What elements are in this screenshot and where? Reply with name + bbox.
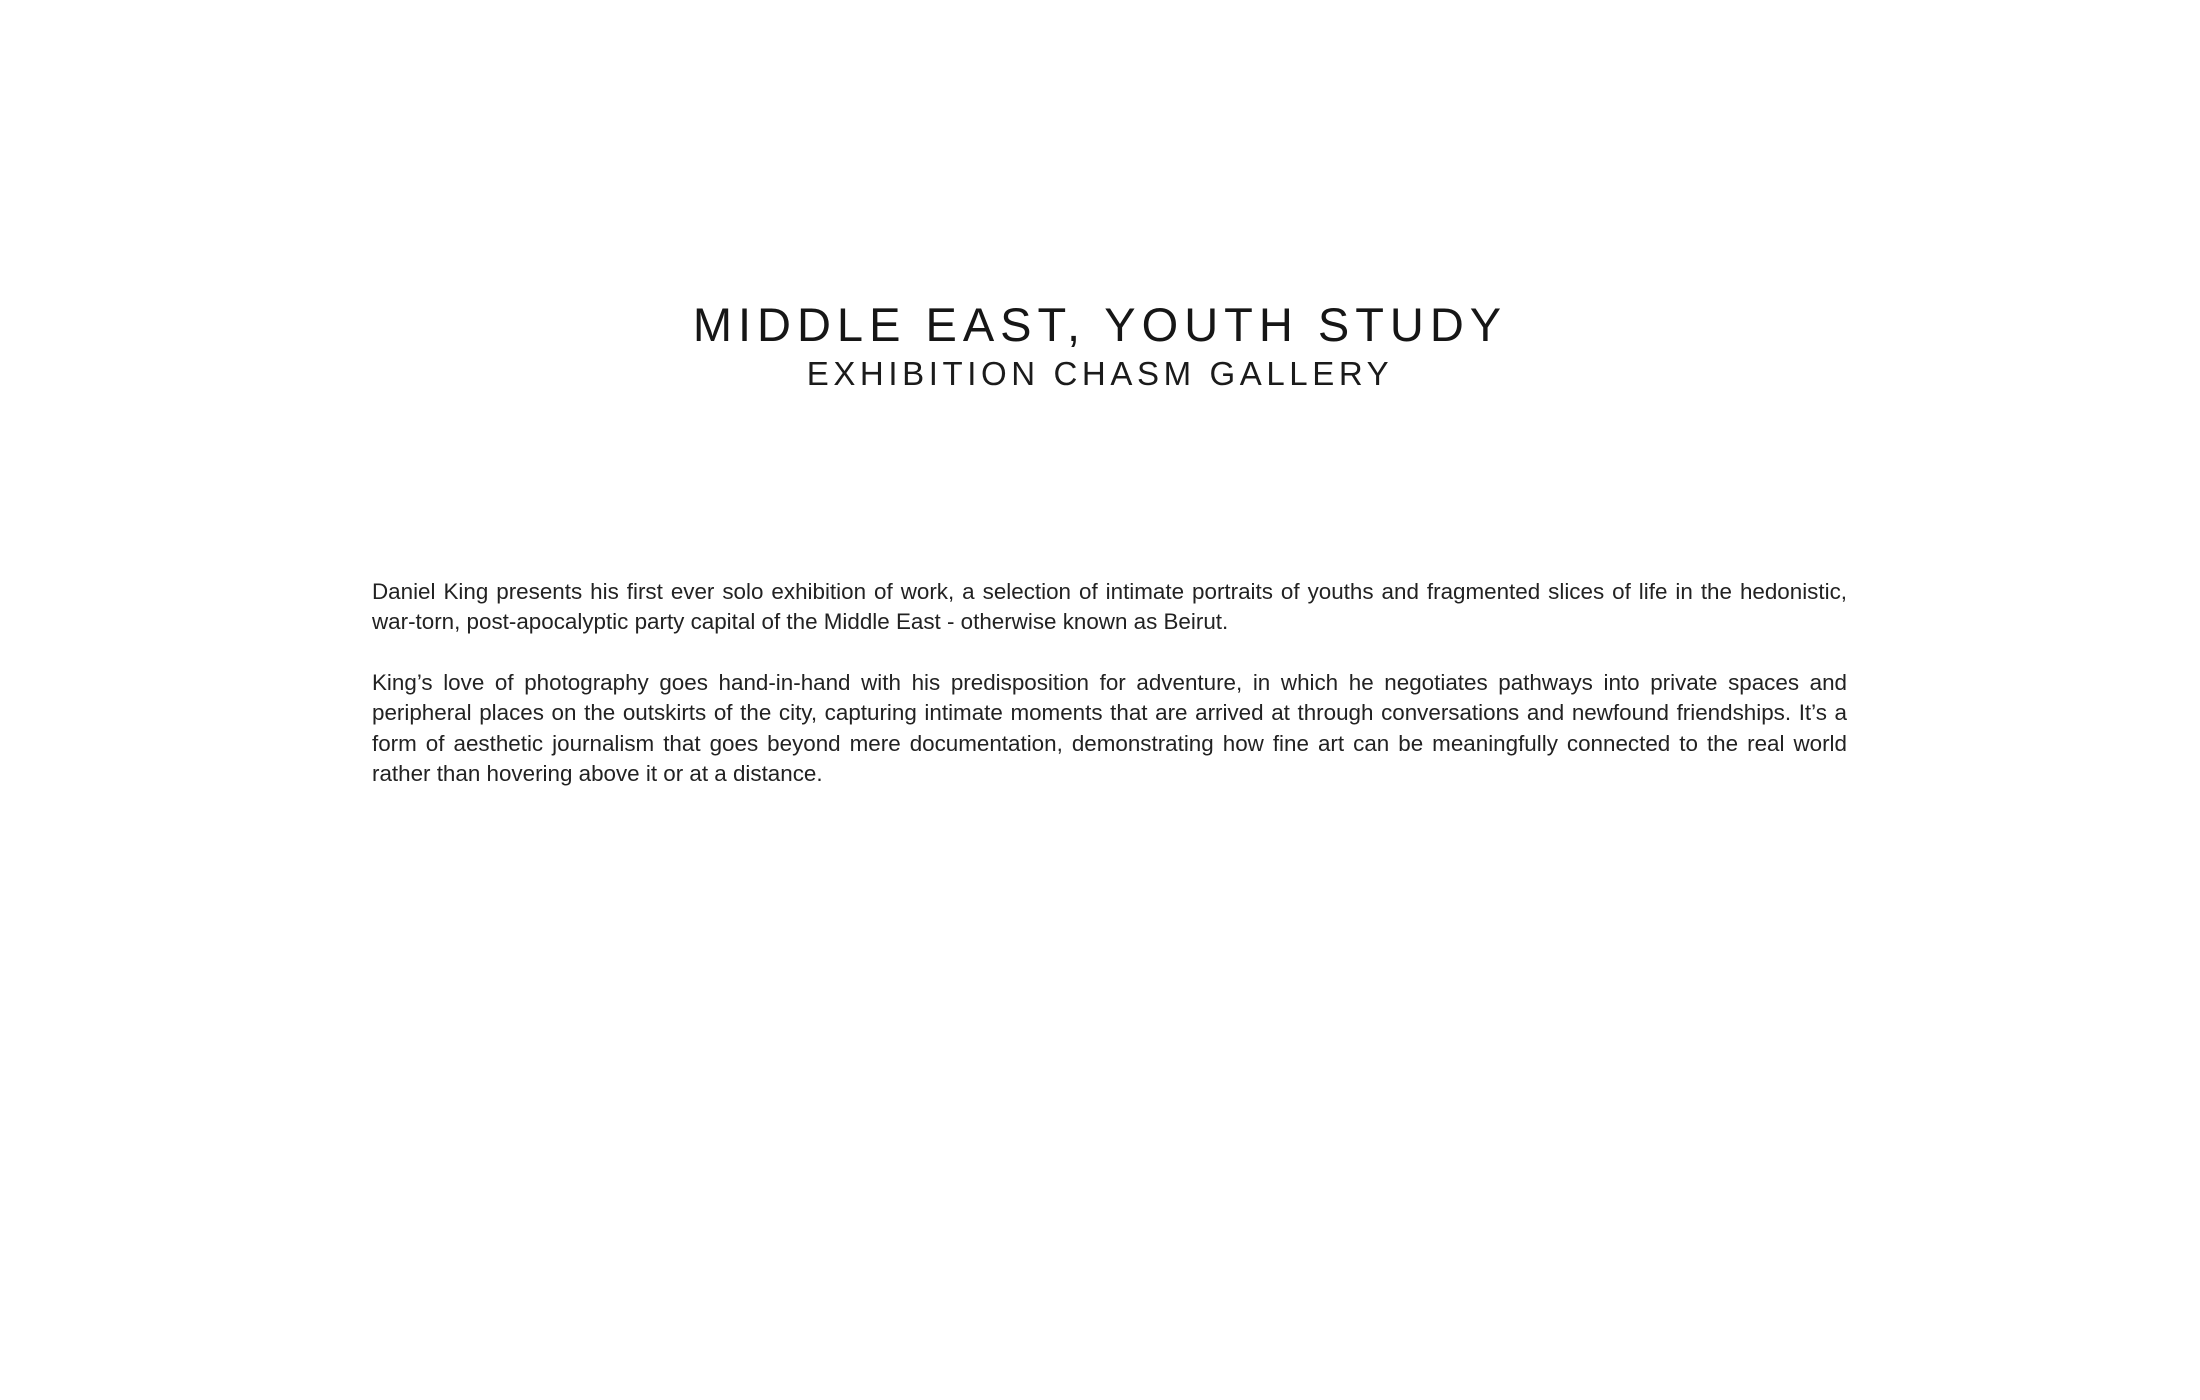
exhibition-header (0, 296, 2200, 394)
description-paragraph-1: Daniel King presents his first ever solo exhibition of work, a selection of intimate portraits of youths and fragmented slices of life in the hedonistic, war-torn, post-apocalyptic party capital of the Middle East - otherwise known as Beirut. (372, 579, 1847, 635)
exhibition-description (372, 577, 1847, 789)
description-paragraph-2: King’s love of photography goes hand-in-hand with his predisposition for adventure, in which he negotiates pathways into private spaces and peripheral places on the outskirts of the city, capturing intimate moments that are arrived at through conversations and newfound friendships. It’s a form of aesthetic journalism that goes beyond mere documentation, demonstrating how fine art can be meaningfully connected to the real world rather than hovering above it or at a distance. (372, 669, 1847, 787)
exhibition-title: MIDDLE EAST, YOUTH STUDY (692, 298, 1508, 351)
exhibition-subtitle: EXHIBITION CHASM GALLERY (806, 355, 1394, 392)
